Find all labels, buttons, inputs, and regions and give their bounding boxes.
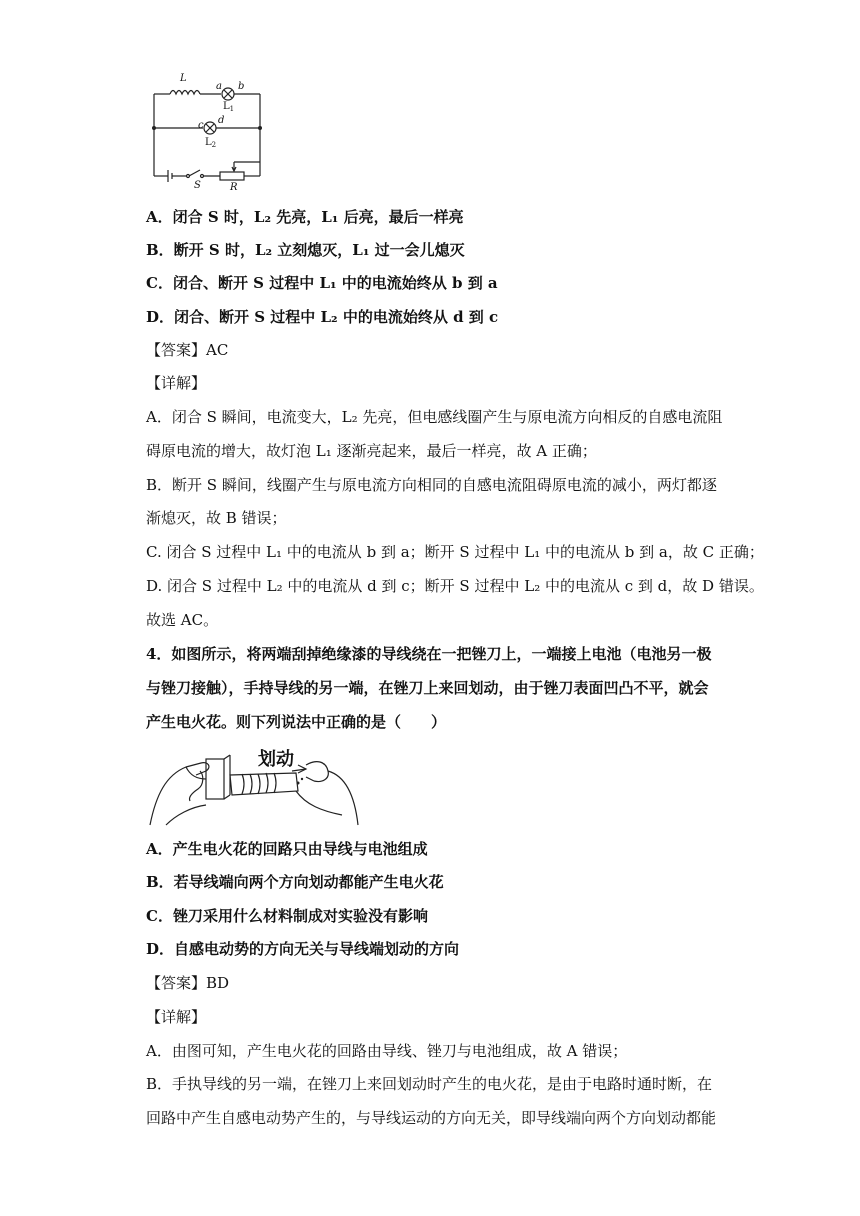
q4-answer: 【答案】BD (146, 974, 230, 992)
q3-option-c: C．闭合、断开 S 过程中 L₁ 中的电流始终从 b 到 a (146, 274, 498, 292)
file-spark-figure (146, 745, 361, 831)
q3-option-b: B．断开 S 时，L₂ 立刻熄灭，L₁ 过一会儿熄灭 (146, 241, 465, 259)
q4-option-c: C．锉刀采用什么材料制成对实验没有影响 (146, 907, 428, 925)
q4-stem-line: 产生电火花。则下列说法中正确的是（ ） (146, 713, 447, 731)
q4-option-d: D．自感电动势的方向无关与导线端划动的方向 (146, 940, 460, 958)
q3-explain-line: B．断开 S 瞬间，线圈产生与原电流方向相同的自感电流阻碍原电流的减小，两灯都逐 (146, 476, 717, 494)
label-c: c (198, 120, 204, 131)
q4-explain-line: 回路中产生自感电动势产生的，与导线运动的方向无关，即导线端向两个方向划动都能 (146, 1109, 717, 1127)
label-L1: $L_1$ (223, 101, 235, 113)
q4-explain-title: 【详解】 (146, 1008, 207, 1026)
q4-option-a: A．产生电火花的回路只由导线与电池组成 (146, 840, 428, 858)
q3-explain-line: A．闭合 S 瞬间，电流变大，L₂ 先亮，但电感线圈产生与原电流方向相反的自感电流阻 (146, 408, 723, 426)
q3-option-a: A．闭合 S 时，L₂ 先亮，L₁ 后亮，最后一样亮 (146, 208, 464, 226)
label-b: b (238, 81, 245, 92)
label-a: a (216, 81, 222, 92)
q3-option-d: D．闭合、断开 S 过程中 L₂ 中的电流始终从 d 到 c (146, 308, 499, 326)
label-L: L (180, 73, 187, 84)
circuit-diagram (146, 66, 271, 192)
q3-explain-line: C. 闭合 S 过程中 L₁ 中的电流从 b 到 a；断开 S 过程中 L₁ 中的电流从 b 到 a，故 C 正确； (146, 543, 764, 561)
q4-stem-line: 与锉刀接触），手持导线的另一端，在锉刀上来回划动，由于锉刀表面凹凸不平，就会 (146, 679, 709, 697)
q4-stem-line: 4．如图所示，将两端刮掉绝缘漆的导线绕在一把锉刀上，一端接上电池（电池另一极 (146, 645, 712, 663)
q3-explain-line: 碍原电流的增大，故灯泡 L₁ 逐渐亮起来，最后一样亮，故 A 正确； (146, 442, 597, 460)
q3-explain-line: D. 闭合 S 过程中 L₂ 中的电流从 d 到 c；断开 S 过程中 L₂ 中的电流从 c 到 d，故 D 错误。 (146, 577, 764, 595)
label-L2: $L_2$ (205, 137, 217, 149)
q3-explain-line: 故选 AC。 (146, 611, 219, 629)
q4-explain-line: A．由图可知，产生电火花的回路由导线、锉刀与电池组成，故 A 错误； (146, 1042, 628, 1060)
q4-option-b: B．若导线端向两个方向划动都能产生电火花 (146, 873, 444, 891)
q3-explain-line: 渐熄灭，故 B 错误； (146, 509, 287, 527)
figure-label-slide: 划动 (258, 749, 294, 770)
q3-explain-title: 【详解】 (146, 374, 207, 392)
label-R: R (230, 182, 238, 192)
q4-explain-line: B．手执导线的另一端，在锉刀上来回划动时产生的电火花，是由于电路时通时断，在 (146, 1075, 713, 1093)
label-S: S (194, 180, 201, 191)
q3-answer: 【答案】AC (146, 341, 229, 359)
label-d: d (218, 115, 225, 126)
